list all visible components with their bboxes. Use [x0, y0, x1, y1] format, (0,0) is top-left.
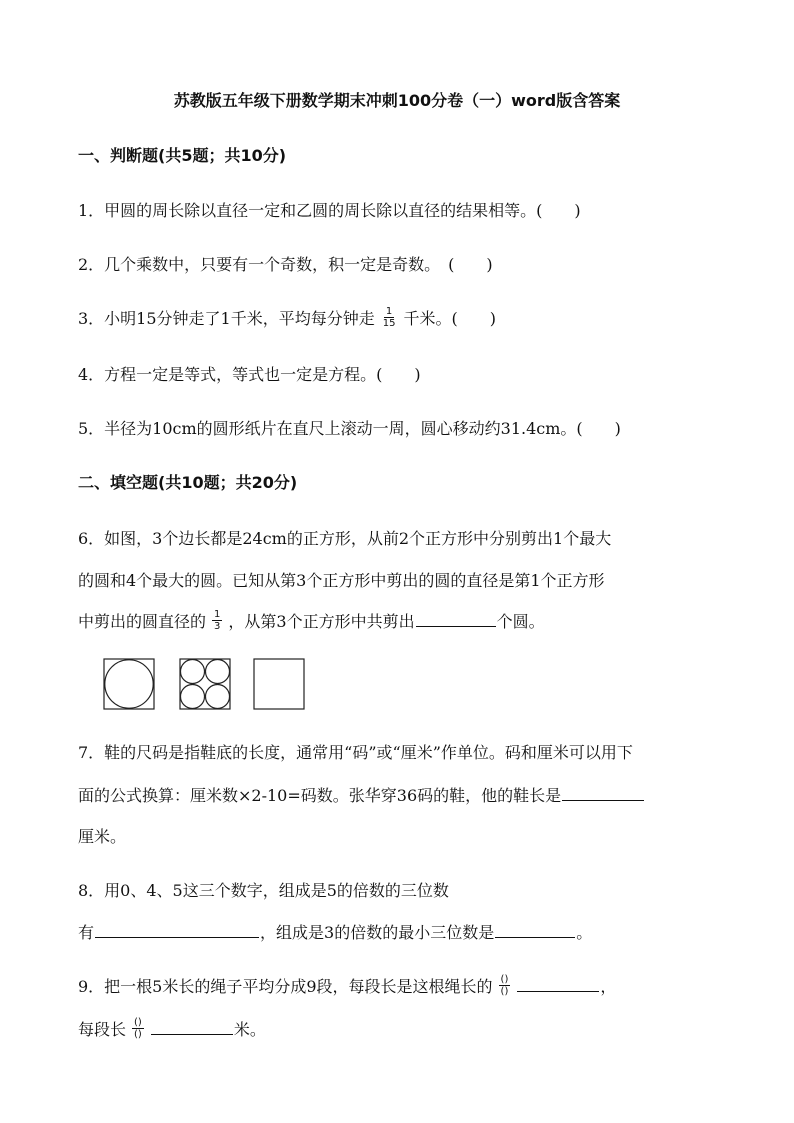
fraction-numerator: () — [134, 1017, 142, 1028]
question-3 — [78, 306, 496, 331]
question-9-text: 9．把一根5米长的绳子平均分成9段，每段长是这根绳长的 — [78, 977, 493, 996]
question-8-text: 有 — [78, 923, 95, 942]
fraction — [381, 306, 398, 329]
question-8-text-mid: ，组成是3的倍数的最小三位数是 — [260, 923, 495, 942]
question-8-line-1: 8．用0、4、5这三个数字，组成是5的倍数的三位数 — [78, 881, 449, 900]
answer-blank[interactable] — [495, 922, 575, 938]
fraction-numerator: 1 — [214, 609, 221, 620]
fraction-denominator: 3 — [214, 621, 221, 632]
question-3-text: 3．小明15分钟走了1千米，平均每分钟走 — [78, 309, 375, 328]
fraction-numerator: 1 — [385, 306, 393, 317]
answer-blank[interactable] — [416, 611, 496, 627]
question-3-tail: 千米。( ) — [403, 309, 496, 328]
question-6-text-mid: ，从第3个正方形中共剪出 — [228, 612, 415, 631]
question-4: 4．方程一定是等式，等式也一定是方程。( ) — [78, 365, 421, 384]
question-9-text-2: 每段长 — [78, 1020, 127, 1039]
fraction-numerator: () — [500, 974, 509, 985]
square-four-circles — [180, 659, 230, 709]
page-title: 苏教版五年级下册数学期末冲刺100分卷（一）word版含答案 — [173, 91, 621, 110]
question-6-text: 中剪出的圆直径的 — [78, 612, 207, 631]
section-heading-fill-in: 二、填空题(共10题；共20分) — [78, 473, 298, 492]
fraction-denominator: () — [134, 1029, 142, 1040]
question-6-line-2: 的圆和4个最大的圆。已知从第3个正方形中剪出的圆的直径是第1个正方形 — [78, 571, 605, 590]
question-7-text: 面的公式换算：厘米数×2-10=码数。张华穿36码的鞋，他的鞋长是 — [78, 786, 562, 805]
question-2: 2．几个乘数中，只要有一个奇数，积一定是奇数。 ( ) — [78, 255, 493, 274]
fraction — [499, 974, 511, 997]
answer-blank[interactable] — [151, 1019, 233, 1035]
question-7-line-1: 7．鞋的尺码是指鞋底的长度，通常用“码”或“厘米”作单位。码和厘米可以用下 — [78, 743, 633, 762]
question-6-line-1: 6．如图，3个边长都是24cm的正方形，从前2个正方形中分别剪出1个最大 — [78, 529, 612, 548]
question-6-text-tail: 个圆。 — [496, 612, 545, 631]
section-heading-judgement: 一、判断题(共5题；共10分) — [78, 146, 287, 165]
question-8-line-2 — [78, 920, 592, 943]
question-5: 5．半径为10cm的圆形纸片在直尺上滚动一周，圆心移动约31.4cm。( ) — [78, 419, 621, 438]
answer-blank[interactable] — [95, 922, 259, 938]
square-one-circle — [104, 659, 154, 709]
answer-blank[interactable] — [562, 785, 644, 801]
answer-blank[interactable] — [517, 976, 599, 992]
question-7-line-3: 厘米。 — [78, 827, 127, 846]
fraction — [132, 1017, 144, 1040]
fraction — [212, 609, 222, 632]
squares-figure — [103, 658, 313, 710]
question-1: 1．甲圆的周长除以直径一定和乙圆的周长除以直径的结果相等。( ) — [78, 201, 581, 220]
question-6-line-3 — [78, 609, 545, 634]
fraction-denominator: 15 — [382, 318, 396, 329]
question-7-line-2 — [78, 783, 645, 806]
question-9-text-tail: ， — [600, 977, 617, 996]
question-8-text-tail: 。 — [576, 923, 593, 942]
question-9-line-2 — [78, 1017, 266, 1042]
fraction-denominator: () — [500, 986, 509, 997]
question-9-line-1 — [78, 974, 616, 999]
question-9-text-2-tail: 米。 — [233, 1020, 266, 1039]
square-empty — [254, 659, 304, 709]
